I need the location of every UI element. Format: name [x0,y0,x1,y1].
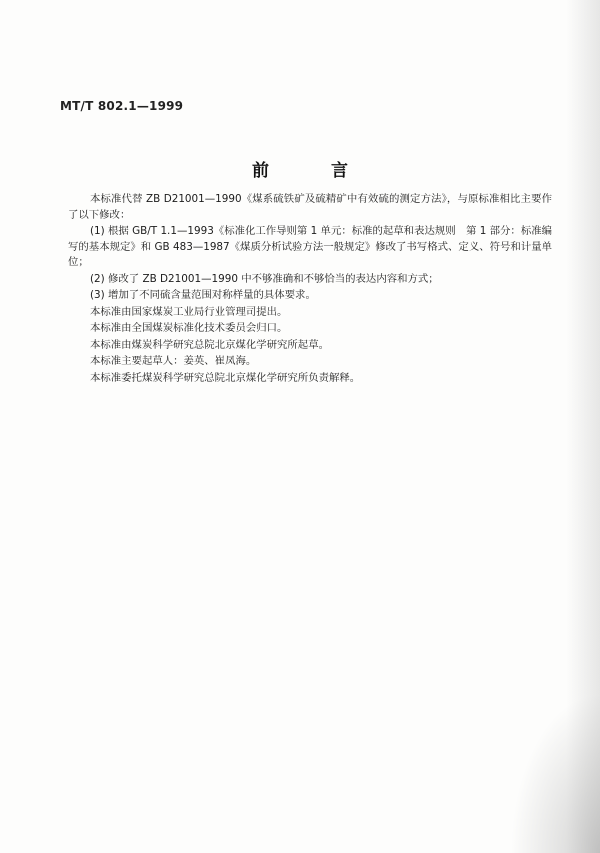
standard-code: MT/T 802.1—1999 [60,99,184,113]
paragraph: 本标准由全国煤炭标准化技术委员会归口。 [90,322,288,334]
paragraph: 本标准委托煤炭科学研究总院北京煤化学研究所负责解释。 [90,371,361,384]
paragraph: (2) 修改了 ZB D21001—1990 中不够准确和不够恰当的表达内容和方式； [90,272,439,285]
foreword-body [68,192,552,386]
paragraph: 本标准由国家煤炭工业局行业管理司提出。 [90,305,288,318]
paragraph: (3) 增加了不同硫含量范围对称样量的具体要求。 [90,289,316,301]
scan-corner-shadow [510,693,600,853]
paragraph: 本标准主要起草人：姜英、崔凤海。 [90,355,257,367]
paragraph: 本标准代替 ZB D21001—1990《煤系硫铁矿及硫精矿中有效硫的测定方法》，与原标准相比主要作了以下修改： [68,193,552,221]
paragraph: 本标准由煤炭科学研究总院北京煤化学研究所起草。 [90,338,329,351]
paragraph: (1) 根据 GB/T 1.1—1993《标准化工作导则第 1 单元：标准的起草和表达规则 第 1 部分：标准编写的基本规定》和 GB 483—1987《煤质分析试验方法一般规定》修改了书写格式、定义、符号和计量单位； [68,225,552,268]
page-title: 前 言 [252,161,376,181]
